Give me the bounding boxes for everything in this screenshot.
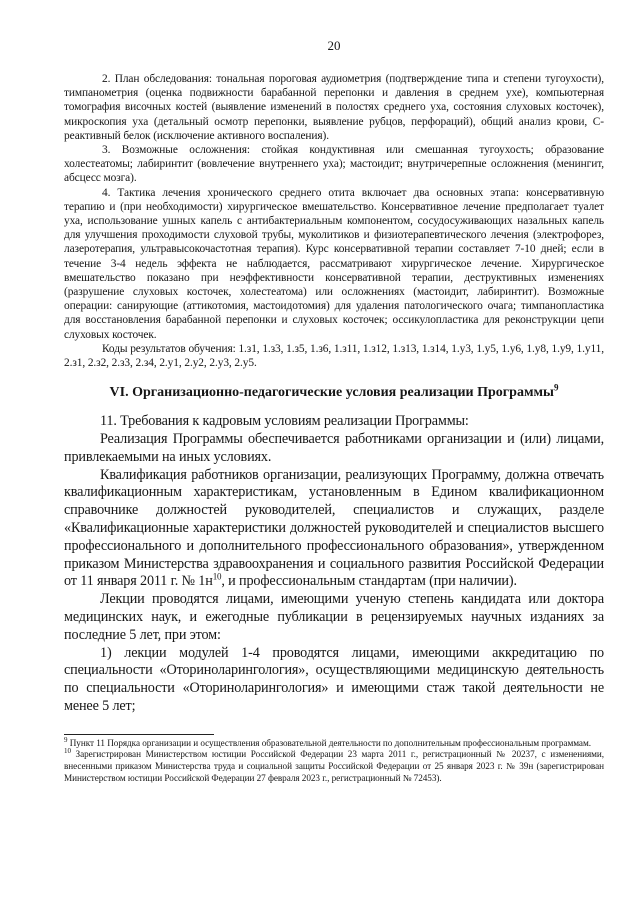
footnote-9-text: Пункт 11 Порядка организации и осуществления образовательной деятельности по дополнительным профессиональным программам. [67,737,591,748]
footnote-10-text: Зарегистрирован Министерством юстиции Российской Федерации 23 марта 2011 г., регистрационный № 20237, с изменениями, внесенными приказом Министерства труда и социальной защиты Российской Федерации от 25 января 2023 г. № 39н (зарегистрирован Министерством юстиции Российской Федерации 27 февраля 2023 г., регистрационный № 72453). [64,749,604,783]
result-codes-paragraph: Коды результатов обучения: 1.з1, 1.з3, 1.з5, 1.з6, 1.з11, 1.з12, 1.з13, 1.з14, 1.у3, 1.у5, 1.у6, 1.у8, 1.у9, 1.у11, 2.з1, 2.з2, 2.з3, 2.з4, 2.у1, 2.у2, 2.у3, 2.у5. [64,342,604,370]
modules-lecturers-item: 1) лекции модулей 1-4 проводятся лицами, имеющими аккредитацию по специальности «Оториноларингология», осуществляющими медицинскую деятельность по специальности «Оториноларингология» и имеющими стаж такой деятельности не менее 5 лет; [64,644,604,715]
qualification-paragraph [64,467,604,592]
treatment-paragraph: 4. Тактика лечения хронического среднего отита включает два основных этапа: консервативную терапию и (при необходимости) хирургическое вмешательство. Консервативное лечение предполагает туалет уха, использование ушных капель с антибактериальным компонентом, сосудосуживающих назальных капель для улучшения проходимости слуховой трубы, муколитиков и физиотерапевтического лечения (электрофорез, лазеротерапия, ультравысокочастотная терапия). Курс консервативной терапии составляет 7-10 дней; если в течение 3-4 недель эффекта не наблюдается, рассматривают хирургическое лечение. Хирургическое вмешательство показано при неэффективности консервативной терапии, деструктивных изменениях (разрушение слуховых косточек, холестеатома) или осложнениях (мастоидит, лабиринтит). Возможные операции: санирующие (аттикотомия, мастоидотомия) для удаления патологического очага; тимпанопластика для восстановления барабанной перепонки и слуховых косточек; оссикулопластика для реконструкции цепи слуховых косточек. [64,186,604,341]
footnote-10-number: 10 [64,747,71,756]
section-title [64,384,604,402]
page-number: 20 [327,38,341,53]
qualification-text-end: , и профессиональным стандартам (при наличии). [221,573,517,590]
staffing-requirements-heading: 11. Требования к кадровым условиям реализации Программы: [100,413,469,430]
complications-paragraph: 3. Возможные осложнения: стойкая кондуктивная или смешанная тугоухость; образование холестеатомы; лабиринтит (вовлечение внутреннего уха); мастоидит; внутричерепные осложнения (менингит, абсцесс мозга). [64,144,604,185]
footnote-ref-9: 9 [553,382,559,393]
footnote-10 [64,749,604,784]
footnotes [64,735,604,784]
qualification-text: Квалификация работников организации, реализующих Программу, должна отвечать квалификационным характеристикам, установленным в Едином квалификационном справочнике должностей руководителей, специалистов и служащих, разделе «Квалификационные характеристики должностей руководителей и специалистов высшего профессионального и дополнительного профессионального образования», утвержденном приказом Министерства здравоохранения и социального развития Российской Федерации от 11 января 2011 г. № 1н [64,466,604,590]
footnote-9-number: 9 [64,735,68,744]
footnote-divider [64,734,214,735]
exam-plan-paragraph: 2. План обследования: тональная пороговая аудиометрия (подтверждение типа и степени тугоухости), тимпанометрия (оценка подвижности барабанной перепонки и давления в среднем ухе), компьютерная томография височных костей (выявление изменений в полостях среднего уха, состояния слуховых косточек), микроскопия уха (детальный осмотр перепонки, выявление рубцов, перфораций), общий анализ крови, С-реактивный белок (исключение активного воспаления). [64,73,604,142]
implementation-paragraph: Реализация Программы обеспечивается работниками организации и (или) лицами, привлекаемыми на иных условиях. [64,431,604,465]
lecturers-paragraph: Лекции проводятся лицами, имеющими ученую степень кандидата или доктора медицинских наук, и ежегодные публикации в рецензируемых научных изданиях за последние 5 лет, при этом: [64,591,604,643]
intro-block [64,72,604,370]
footnote-ref-10: 10 [212,571,222,582]
section-title-text: VI. Организационно-педагогические условия реализации Программы [109,385,554,401]
footnote-9 [64,735,604,750]
section-body [64,413,604,716]
